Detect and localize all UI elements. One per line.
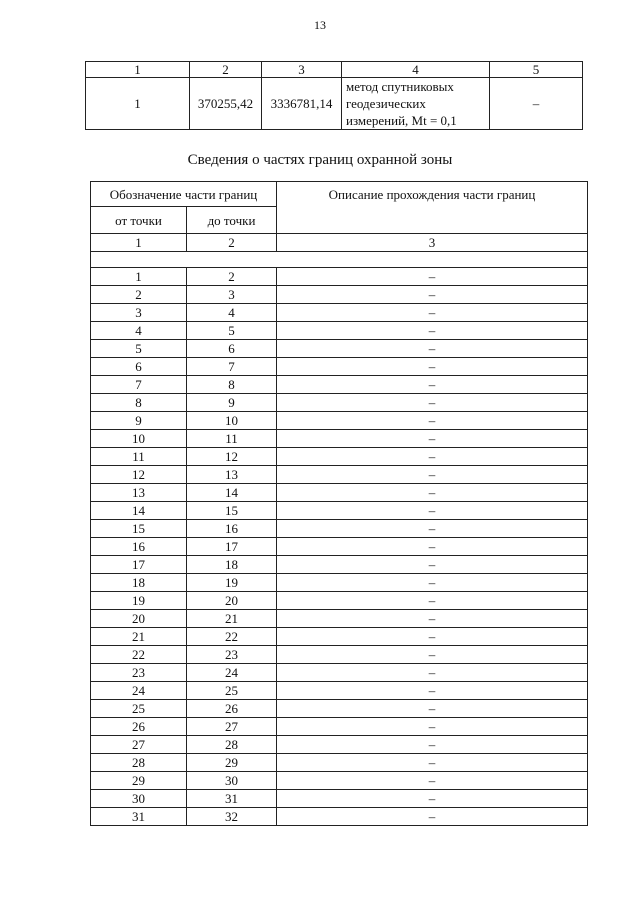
table-row [91,772,588,790]
description-cell: – [277,538,588,556]
to-point-cell: 11 [187,430,277,448]
description-cell: – [277,430,588,448]
table-row [91,448,588,466]
description-cell: – [277,376,588,394]
to-point-cell: 31 [187,790,277,808]
table-row [91,610,588,628]
to-point-cell: 25 [187,682,277,700]
from-point-cell: 26 [91,718,187,736]
from-point-cell: 7 [91,376,187,394]
coordinates-header-row [86,62,583,78]
from-point-cell: 16 [91,538,187,556]
point-number: 1 [86,78,190,130]
to-point-cell: 17 [187,538,277,556]
table-row [91,322,588,340]
description-cell: – [277,322,588,340]
column-number: 4 [342,62,490,78]
description-cell: – [277,736,588,754]
from-point-cell: 21 [91,628,187,646]
to-point-cell: 15 [187,502,277,520]
description-cell: – [277,412,588,430]
to-point-cell: 27 [187,718,277,736]
description-cell: – [277,808,588,826]
from-point-cell: 3 [91,304,187,322]
from-point-cell: 27 [91,736,187,754]
from-point-cell: 10 [91,430,187,448]
table-row [91,268,588,286]
from-point-cell: 31 [91,808,187,826]
table-row [91,412,588,430]
header-row [91,182,588,207]
table-row [91,736,588,754]
header-group-label: Обозначение части границ [91,182,277,207]
method-line: измерений, Mt = 0,1 [346,113,457,128]
to-point-cell: 18 [187,556,277,574]
table-row [91,394,588,412]
table-row [86,78,583,130]
from-point-cell: 22 [91,646,187,664]
to-point-cell: 28 [187,736,277,754]
table-row [91,628,588,646]
from-point-cell: 8 [91,394,187,412]
method-line: метод спутниковых [346,79,454,94]
from-point-cell: 23 [91,664,187,682]
from-point-cell: 4 [91,322,187,340]
table-row [91,538,588,556]
coordinates-table [85,61,583,130]
page-number: 13 [314,18,326,32]
to-point-cell: 19 [187,574,277,592]
table-row [91,286,588,304]
header-from-point: от точки [91,207,187,234]
to-point-cell: 21 [187,610,277,628]
from-point-cell: 15 [91,520,187,538]
to-point-cell: 26 [187,700,277,718]
table-row [91,790,588,808]
description-cell: – [277,340,588,358]
to-point-cell: 2 [187,268,277,286]
description-cell: – [277,520,588,538]
column-number: 1 [86,62,190,78]
table-row [91,430,588,448]
column-number: 1 [91,234,187,252]
x-coordinate: 370255,42 [190,78,262,130]
from-point-cell: 13 [91,484,187,502]
description-cell: – [277,304,588,322]
description-cell: – [277,592,588,610]
column-number-row [91,234,588,252]
to-point-cell: 23 [187,646,277,664]
header-to-point: до точки [187,207,277,234]
table-row [91,358,588,376]
from-point-cell: 17 [91,556,187,574]
to-point-cell: 24 [187,664,277,682]
table-row [91,376,588,394]
description-cell: – [277,718,588,736]
table-row [91,754,588,772]
from-point-cell: 1 [91,268,187,286]
from-point-cell: 9 [91,412,187,430]
table-row [91,340,588,358]
table-row [91,574,588,592]
from-point-cell: 30 [91,790,187,808]
method-line: геодезических [346,96,426,111]
header-description: Описание прохождения части границ [277,182,588,234]
to-point-cell: 12 [187,448,277,466]
to-point-cell: 9 [187,394,277,412]
table-row [91,592,588,610]
to-point-cell: 10 [187,412,277,430]
from-point-cell: 24 [91,682,187,700]
description-cell: – [277,394,588,412]
table-row [91,304,588,322]
table-row [91,646,588,664]
table-row [91,700,588,718]
from-point-cell: 2 [91,286,187,304]
description-cell: – [277,646,588,664]
column-number: 2 [187,234,277,252]
description-cell: – [277,484,588,502]
to-point-cell: 5 [187,322,277,340]
description-cell: – [277,610,588,628]
method-description [342,78,490,130]
from-point-cell: 19 [91,592,187,610]
column-number: 3 [262,62,342,78]
table-row [91,466,588,484]
description-cell: – [277,754,588,772]
empty-cell [91,252,588,268]
table-row [91,808,588,826]
description-cell: – [277,286,588,304]
from-point-cell: 11 [91,448,187,466]
to-point-cell: 13 [187,466,277,484]
from-point-cell: 12 [91,466,187,484]
to-point-cell: 6 [187,340,277,358]
to-point-cell: 29 [187,754,277,772]
to-point-cell: 14 [187,484,277,502]
description-cell: – [277,268,588,286]
from-point-cell: 28 [91,754,187,772]
from-point-cell: 29 [91,772,187,790]
table-row [91,718,588,736]
description-cell: – [277,448,588,466]
table-row [91,520,588,538]
description-cell: – [277,664,588,682]
y-coordinate: 3336781,14 [262,78,342,130]
description-cell: – [277,772,588,790]
to-point-cell: 32 [187,808,277,826]
to-point-cell: 30 [187,772,277,790]
from-point-cell: 14 [91,502,187,520]
description-cell: – [277,682,588,700]
description-cell: – [277,502,588,520]
column-number: 2 [190,62,262,78]
table-row [91,502,588,520]
description-cell: – [277,358,588,376]
from-point-cell: 25 [91,700,187,718]
to-point-cell: 4 [187,304,277,322]
table-row [91,556,588,574]
table-row [91,682,588,700]
table-row [91,484,588,502]
description-cell: – [277,574,588,592]
from-point-cell: 6 [91,358,187,376]
section-title: Сведения о частях границ охранной зоны [187,152,453,168]
column-number: 3 [277,234,588,252]
column-number: 5 [490,62,583,78]
to-point-cell: 22 [187,628,277,646]
description-cell: – [277,556,588,574]
to-point-cell: 8 [187,376,277,394]
to-point-cell: 20 [187,592,277,610]
to-point-cell: 16 [187,520,277,538]
description-cell: – [277,790,588,808]
from-point-cell: 20 [91,610,187,628]
description-cell: – [277,628,588,646]
description-cell: – [277,700,588,718]
empty-row [91,252,588,268]
to-point-cell: 7 [187,358,277,376]
from-point-cell: 18 [91,574,187,592]
table-row [91,664,588,682]
boundary-parts-table [90,181,588,826]
column-5-value: – [490,78,583,130]
to-point-cell: 3 [187,286,277,304]
description-cell: – [277,466,588,484]
from-point-cell: 5 [91,340,187,358]
